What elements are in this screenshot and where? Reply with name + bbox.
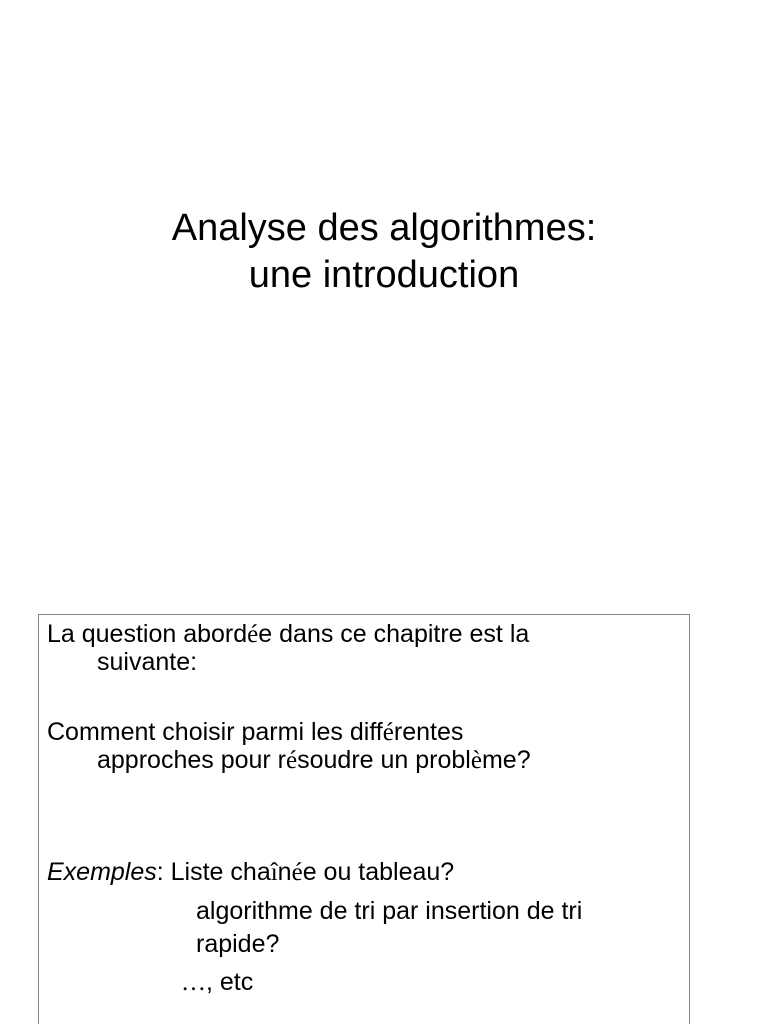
- content-box: [38, 614, 690, 1024]
- title-line-2: une introduction: [248, 254, 520, 296]
- examples-line-4: …, etc: [181, 968, 254, 996]
- slide-title: [0, 205, 768, 299]
- comment-line-1: Comment choisir parmi les différentes: [47, 718, 464, 746]
- question-line-1: La question abordée dans ce chapitre est la: [47, 620, 530, 648]
- title-line-1: Analyse des algorithmes:: [171, 207, 597, 249]
- examples-line-1: Exemples: Liste chaînée ou tableau?: [47, 858, 455, 886]
- examples-line-2: algorithme de tri par insertion de tri: [196, 897, 583, 925]
- examples-label: Exemples: [47, 858, 157, 886]
- comment-line-2: approches pour résoudre un problème?: [97, 746, 531, 774]
- examples-line-3: rapide?: [196, 930, 280, 958]
- question-line-2: suivante:: [97, 648, 198, 676]
